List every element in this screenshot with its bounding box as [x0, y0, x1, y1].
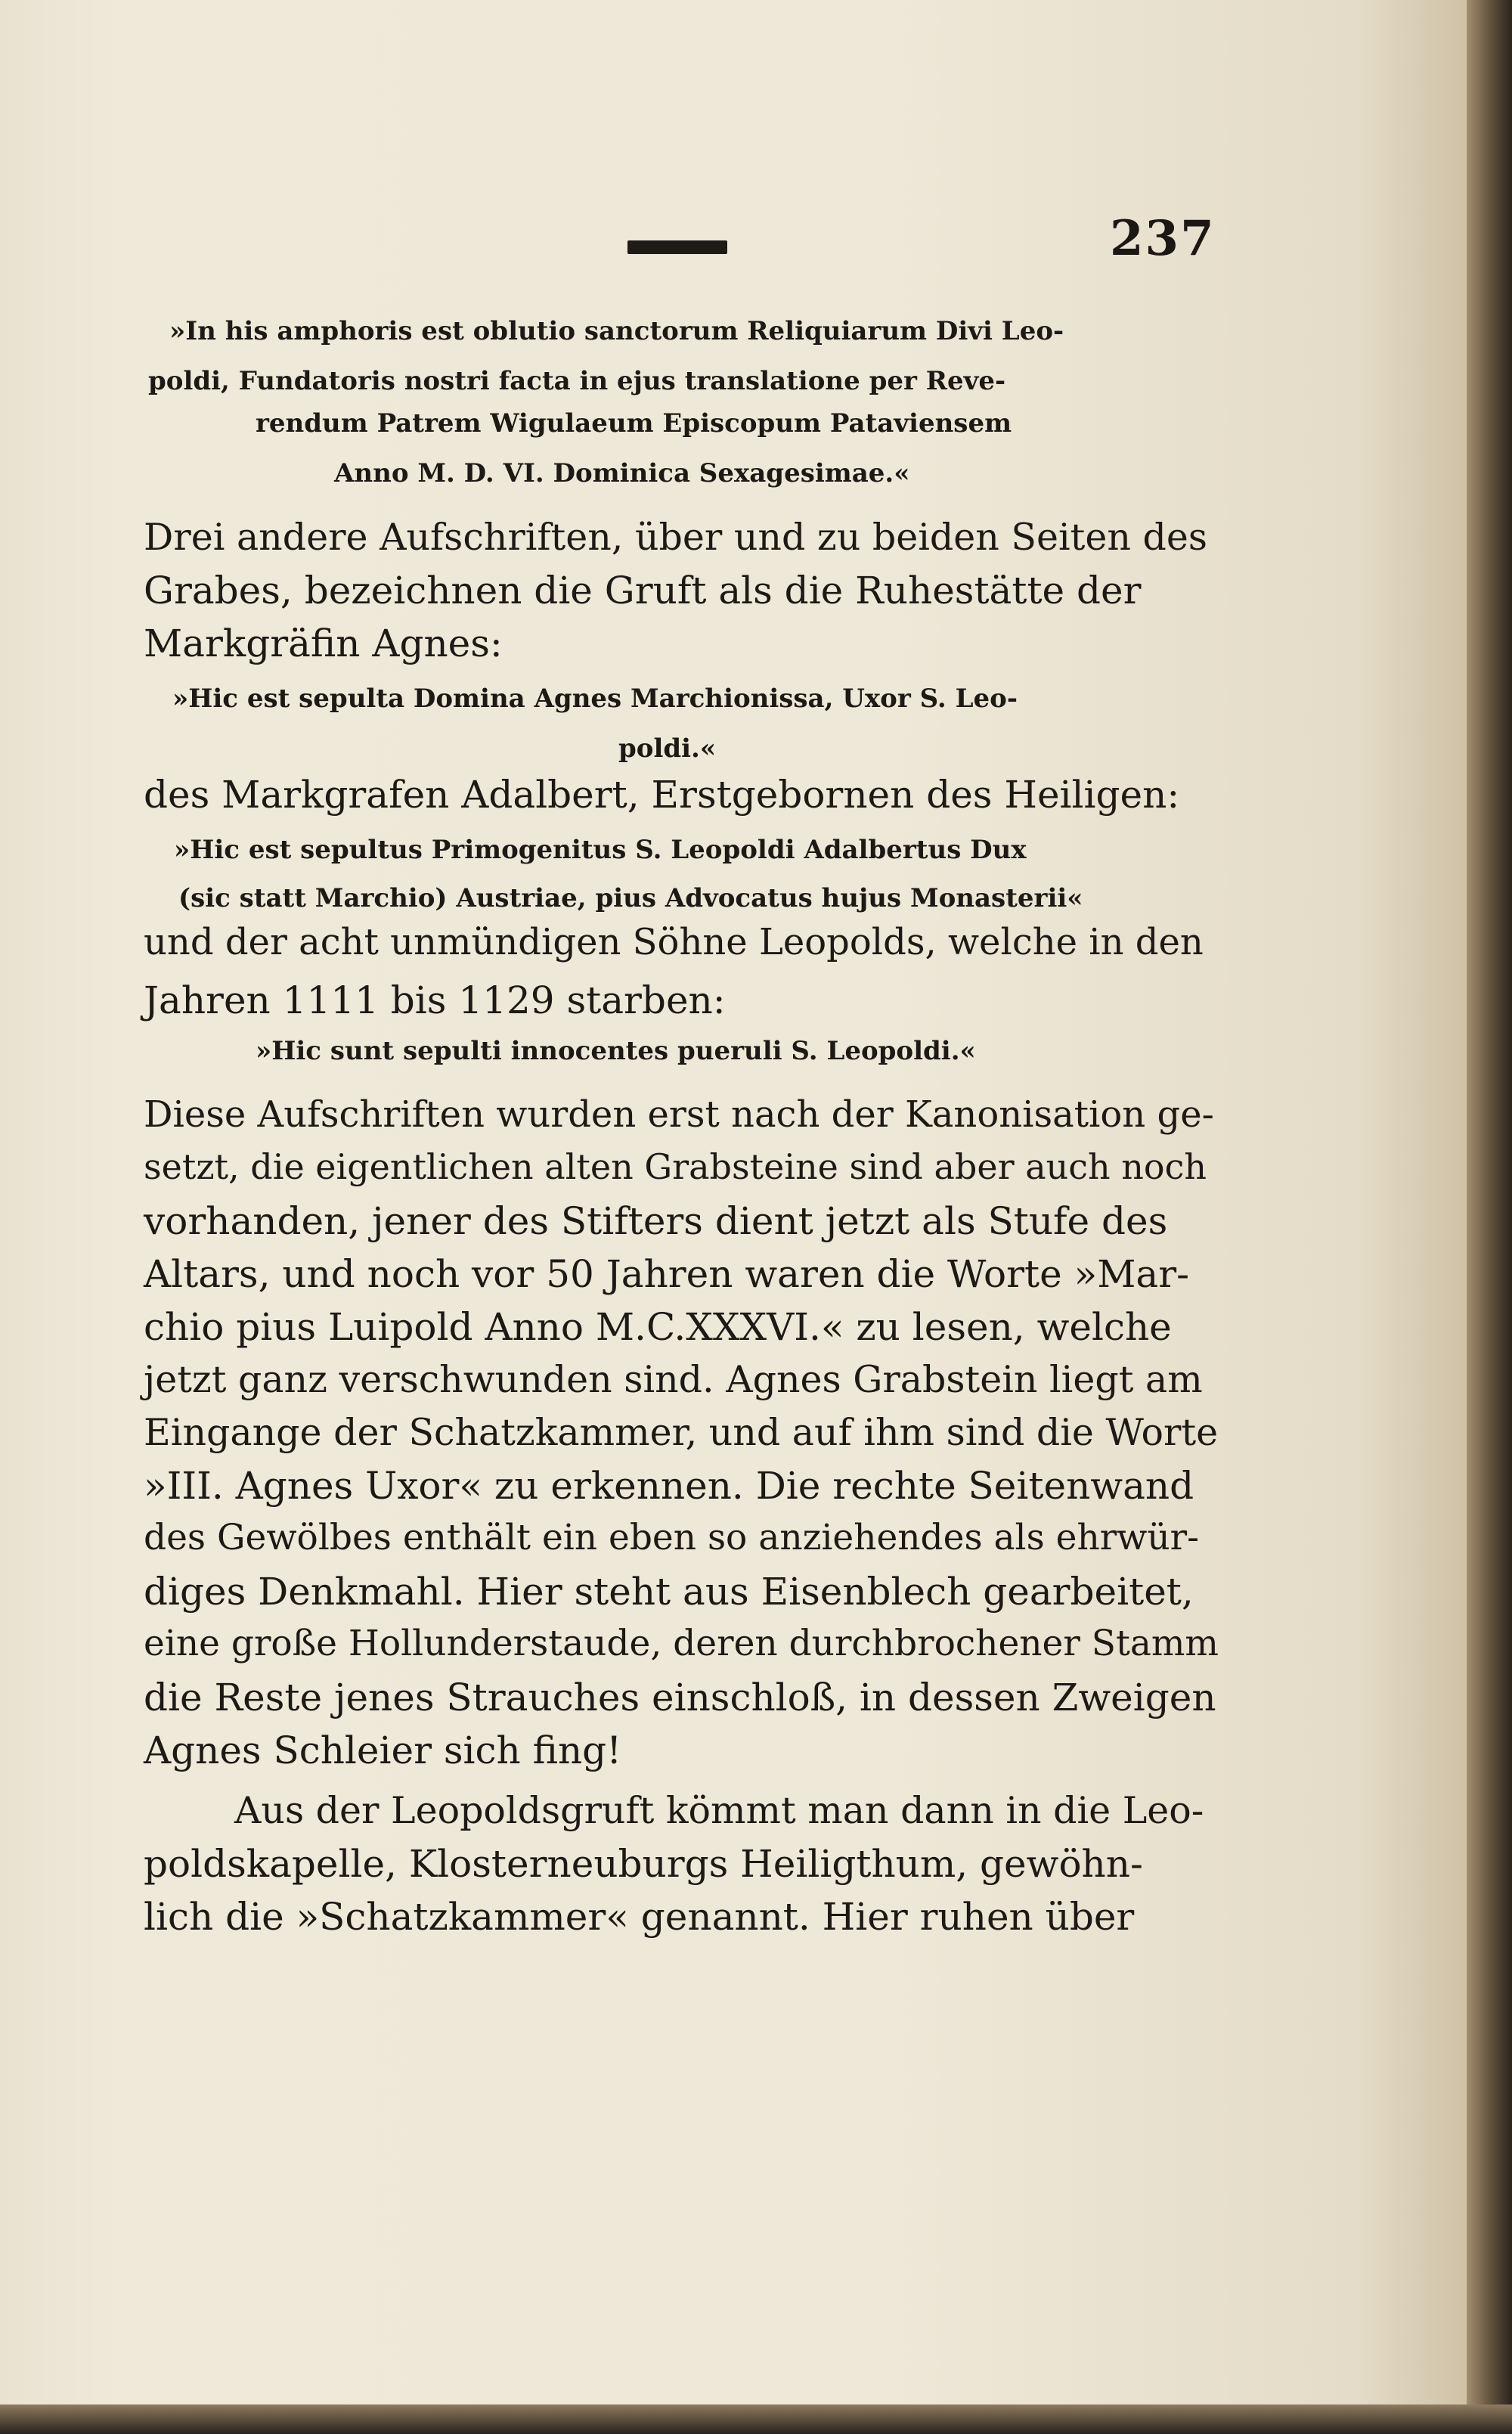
- text-line: Drei andere Aufschriften, über und zu beiden Seiten des: [144, 516, 1207, 559]
- text-line: Jahren 1111 bis 1129 starben:: [144, 978, 726, 1022]
- text-line: Eingange der Schatzkammer, und auf ihm sind die Worte: [144, 1411, 1219, 1454]
- text-line: poldi.«: [618, 733, 717, 764]
- text-line: »Hic est sepultus Primogenitus S. Leopoldi Adalbertus Dux: [174, 835, 1027, 865]
- page-number: 237: [1110, 210, 1216, 267]
- text-line: des Gewölbes enthält ein eben so anziehendes als ehrwür-: [144, 1517, 1200, 1558]
- text-line: Aus der Leopoldsgruft kömmt man dann in die Leo-: [234, 1789, 1204, 1832]
- text-line: chio pius Luipold Anno M.C.XXXVI.« zu lesen, welche: [144, 1305, 1172, 1349]
- book-edge-bottom: [0, 2405, 1512, 2434]
- text-line: Altars, und noch vor 50 Jahren waren die Worte »Mar-: [144, 1252, 1190, 1296]
- text-line: setzt, die eigentlichen alten Grabsteine sind aber auch noch: [144, 1146, 1207, 1187]
- text-line: Agnes Schleier sich fing!: [144, 1729, 622, 1772]
- text-line: Markgräfin Agnes:: [144, 622, 503, 665]
- text-line: Diese Aufschriften wurden erst nach der Kanonisation ge-: [144, 1093, 1214, 1136]
- text-line: diges Denkmahl. Hier steht aus Eisenblech gearbeitet,: [144, 1570, 1194, 1614]
- text-line: »III. Agnes Uxor« zu erkennen. Die rechte Seitenwand: [144, 1464, 1194, 1508]
- text-line: poldi, Fundatoris nostri facta in ejus translatione per Reve-: [148, 366, 1006, 396]
- text-line: »In his amphoris est oblutio sanctorum Reliquiarum Divi Leo-: [169, 316, 1064, 346]
- header-rule: [627, 240, 727, 254]
- text-line: »Hic est sepulta Domina Agnes Marchionissa, Uxor S. Leo-: [172, 684, 1018, 714]
- text-line: poldskapelle, Klosterneuburgs Heiligthum, gewöhn-: [144, 1842, 1143, 1886]
- text-line: »Hic sunt sepulti innocentes pueruli S. Leopoldi.«: [256, 1036, 976, 1066]
- text-line: eine große Hollunderstaude, deren durchbrochener Stamm: [144, 1623, 1219, 1664]
- text-line: und der acht unmündigen Söhne Leopolds, welche in den: [144, 921, 1204, 963]
- text-line: Grabes, bezeichnen die Gruft als die Ruhestätte der: [144, 569, 1142, 612]
- text-line: des Markgrafen Adalbert, Erstgebornen des Heiligen:: [144, 773, 1180, 817]
- text-line: die Reste jenes Strauches einschloß, in dessen Zweigen: [144, 1676, 1216, 1719]
- book-edge-right: [1467, 0, 1512, 2434]
- text-line: vorhanden, jener des Stifters dient jetzt als Stufe des: [144, 1199, 1168, 1243]
- text-line: lich die »Schatzkammer« genannt. Hier ruhen über: [144, 1895, 1135, 1939]
- text-line: Anno M. D. VI. Dominica Sexagesimae.«: [334, 458, 910, 488]
- text-line: (sic statt Marchio) Austriae, pius Advocatus hujus Monasterii«: [178, 883, 1083, 913]
- text-line: jetzt ganz verschwunden sind. Agnes Grabstein liegt am: [144, 1358, 1203, 1401]
- text-line: rendum Patrem Wigulaeum Episcopum Pataviensem: [256, 408, 1012, 439]
